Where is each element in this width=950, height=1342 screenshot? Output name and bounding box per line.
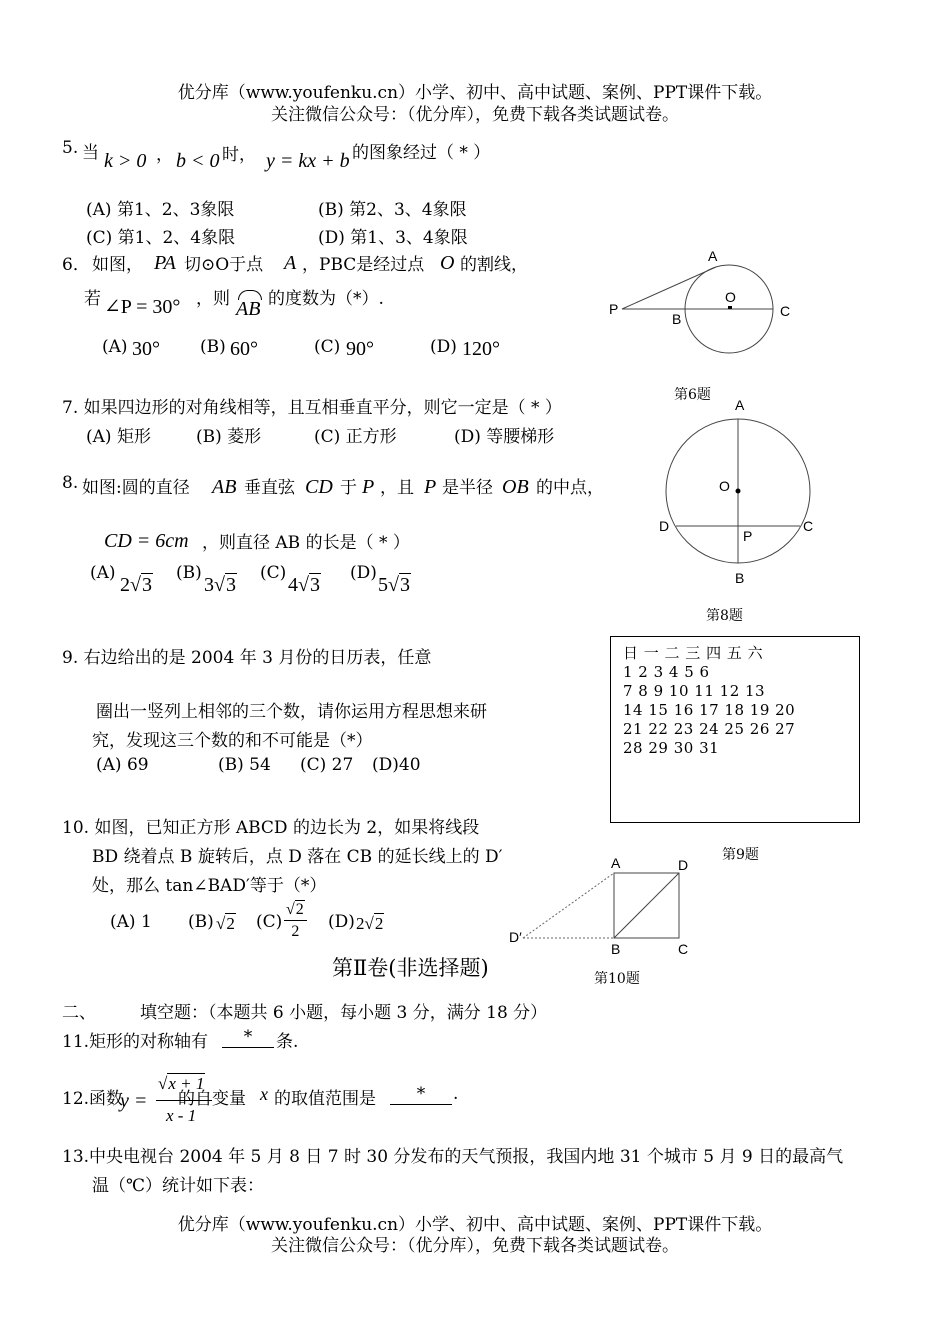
fig8-label-c: C xyxy=(803,518,814,534)
fig6-label-c: C xyxy=(780,303,791,319)
q12-y: y = xyxy=(120,1090,148,1112)
q6-option-d-value: 120° xyxy=(462,338,500,360)
q10-option-c-label: (C) xyxy=(256,912,283,932)
q8-ob: OB xyxy=(502,476,529,498)
figure-6 xyxy=(600,240,800,380)
q8-option-b-label: (B) xyxy=(176,563,202,583)
fig10-label-d: D xyxy=(678,857,689,873)
fig8-label-o: O xyxy=(719,478,730,494)
q6-arc xyxy=(236,298,260,321)
q6-option-b-label: (B) xyxy=(200,337,226,357)
q6-option-c-value: 90° xyxy=(346,338,374,360)
q12-text-3: 的取值范围是 xyxy=(274,1089,376,1109)
q10-option-b-value: √2 xyxy=(216,914,235,933)
q6-text-1: 如图， xyxy=(92,255,143,275)
q8-option-b-value: 3√3 xyxy=(204,574,236,596)
fig10-label-a: A xyxy=(611,855,621,871)
q8-option-a-value: 2√3 xyxy=(120,574,152,596)
q6-o: O xyxy=(440,252,455,274)
calendar-row-weekdays: 日 一 二 三 四 五 六 xyxy=(623,644,764,662)
q7-text: 7. 如果四边形的对角线相等，且互相垂直平分，则它一定是（ * ） xyxy=(62,398,562,418)
q11-text-2: 条. xyxy=(276,1032,299,1052)
calendar-row-2: 7 8 9 10 11 12 13 xyxy=(623,682,766,700)
q12-text-2: 的自变量 xyxy=(178,1089,246,1109)
q8-ab: AB xyxy=(212,476,237,498)
q10-option-d-label: (D) xyxy=(328,912,355,932)
calendar-row-4: 21 22 23 24 25 26 27 xyxy=(623,720,796,738)
q7-option-c: (C) 正方形 xyxy=(314,427,397,447)
fig10-label-c: C xyxy=(678,941,689,957)
q8-text-3: 于 xyxy=(340,478,357,498)
q12-text-4: . xyxy=(453,1084,459,1104)
fig6-caption: 第6题 xyxy=(674,387,711,403)
q8-option-c-label: (C) xyxy=(260,563,287,583)
q6-text-4: 的割线， xyxy=(460,255,528,275)
fig8-label-a: A xyxy=(735,397,745,413)
q7-option-b: (B) 菱形 xyxy=(196,427,262,447)
fig6-label-a: A xyxy=(708,248,718,264)
figure-8 xyxy=(660,410,820,575)
q5-condition-b: b < 0 xyxy=(176,150,220,172)
footer-line-1: 优分库（www.youfenku.cn）小学、初中、高中试题、案例、PPT课件下载。 xyxy=(177,1215,773,1235)
q5-text-2: 时， xyxy=(222,145,256,165)
section-2-heading: 填空题：（本题共 6 小题，每小题 3 分，满分 18 分） xyxy=(140,1003,548,1023)
header-line-1: 优分库（www.youfenku.cn）小学、初中、高中试题、案例、PPT课件下载。 xyxy=(177,83,773,103)
q8-number: 8. xyxy=(62,473,79,493)
calendar-row-5: 28 29 30 31 xyxy=(623,739,720,757)
q6-option-a-label: (A) xyxy=(102,337,128,357)
q8-option-c-value: 4√3 xyxy=(288,574,320,596)
q12-fraction-denominator: x - 1 xyxy=(166,1106,197,1125)
q6-option-b-value: 60° xyxy=(230,338,258,360)
q6-pa: PA xyxy=(154,252,176,274)
q12-text-1: 12.函数 xyxy=(62,1089,124,1109)
q9-option-d: (D)40 xyxy=(372,755,421,775)
q8-cd-equation: CD = 6cm xyxy=(104,530,189,552)
q10-line-3: 处，那么 tan∠BAD′等于（*） xyxy=(92,876,327,896)
q9-option-a: (A) 69 xyxy=(96,755,149,775)
q7-option-a: (A) 矩形 xyxy=(86,427,151,447)
q6-angle: ∠P = 30° xyxy=(104,296,181,318)
q6-a: A xyxy=(284,252,297,274)
fig8-caption: 第8题 xyxy=(706,608,743,624)
q8-p: P xyxy=(362,476,375,498)
q10-line-1: 10. 如图，已知正方形 ABCD 的边长为 2，如果将线段 xyxy=(62,818,480,838)
q10-option-c-value: $\frac{√2}{2}$ xyxy=(284,900,307,943)
q8-text-1: 如图:圆的直径 xyxy=(82,478,190,498)
q8-p2: P xyxy=(424,476,437,498)
footer-line-2: 关注微信公众号：（优分库），免费下载各类试题试卷。 xyxy=(271,1236,679,1256)
fig8-label-d: D xyxy=(659,518,670,534)
header-line-2: 关注微信公众号：（优分库），免费下载各类试题试卷。 xyxy=(271,105,679,125)
q8-option-d-label: (D) xyxy=(350,563,377,583)
q5-text-3: 的图象经过（ * ） xyxy=(352,143,491,163)
q8-text-5: 是半径 xyxy=(442,478,493,498)
q8-option-a-label: (A) xyxy=(90,563,116,583)
q10-option-a: (A) 1 xyxy=(110,912,152,932)
section-2-heading-number: 二、 xyxy=(62,1003,96,1023)
fig10-label-d-prime: D′ xyxy=(509,929,522,945)
q9-line-2: 圈出一竖列上相邻的三个数，请你运用方程思想来研 xyxy=(96,702,487,722)
figure-10 xyxy=(520,860,700,950)
q6-option-d-label: (D) xyxy=(430,337,457,357)
calendar-row-1: 1 2 3 4 5 6 xyxy=(623,663,710,681)
q9-option-b: (B) 54 xyxy=(218,755,271,775)
q8-option-d-value: 5√3 xyxy=(378,574,410,596)
q11-text-1: 11.矩形的对称轴有 xyxy=(62,1032,209,1052)
q8-text-6: 的中点， xyxy=(536,478,604,498)
fig10-label-b: B xyxy=(611,941,621,957)
q5-sep: ， xyxy=(156,145,173,165)
q5-option-b: (B) 第2、3、4象限 xyxy=(318,200,467,220)
q5-text-1: 当 xyxy=(82,143,99,163)
q6-text-6: ，则 xyxy=(196,289,230,309)
q9-option-c: (C) 27 xyxy=(300,755,354,775)
q5-option-d: (D) 第1、3、4象限 xyxy=(318,228,468,248)
fig6-label-b: B xyxy=(672,311,682,327)
q6-arc-label: AB xyxy=(236,298,261,320)
q5-number: 5. xyxy=(62,138,79,158)
q10-option-b-label: (B) xyxy=(188,912,214,932)
q6-text-2: 切⊙O于点 xyxy=(184,255,264,275)
q6-text-5: 若 xyxy=(84,289,101,309)
q8-text-4: ，且 xyxy=(380,478,414,498)
q12-x: x xyxy=(260,1084,268,1104)
fig6-label-o: O xyxy=(725,289,736,305)
q10-option-d-value: 2√2 xyxy=(356,914,384,933)
q8-text-2: 垂直弦 xyxy=(244,478,295,498)
q5-condition-k: k > 0 xyxy=(104,150,147,172)
q5-function: y = kx + b xyxy=(266,150,350,172)
q8-text-7: ，则直径 AB 的长是（ * ） xyxy=(202,533,410,553)
fig8-label-b: B xyxy=(735,570,745,586)
fig6-label-p: P xyxy=(609,301,619,317)
q6-option-c-label: (C) xyxy=(314,337,341,357)
fig9-caption: 第9题 xyxy=(722,847,759,863)
q5-option-c: (C) 第1、2、4象限 xyxy=(86,228,236,248)
section-2-title: 第Ⅱ卷(非选择题) xyxy=(332,956,489,980)
q13-line-1: 13.中央电视台 2004 年 5 月 8 日 7 时 30 分发布的天气预报，我国内地 31 个城市 5 月 9 日的最高气 xyxy=(62,1147,844,1167)
q6-text-7: 的度数为（*）. xyxy=(268,289,384,309)
q12-fraction-numerator: √x + 1 xyxy=(158,1074,205,1093)
fig8-label-p: P xyxy=(743,528,753,544)
q6-text-3: ，PBC是经过点 xyxy=(302,255,425,275)
q5-option-a: (A) 第1、2、3象限 xyxy=(86,200,235,220)
q10-line-2: BD 绕着点 B 旋转后，点 D 落在 CB 的延长线上的 D′ xyxy=(92,847,503,867)
arc-icon xyxy=(238,290,262,300)
q7-option-d: (D) 等腰梯形 xyxy=(454,427,555,447)
fig10-caption: 第10题 xyxy=(594,971,640,987)
q6-number: 6． xyxy=(62,255,90,275)
q8-cd: CD xyxy=(305,476,333,498)
q6-option-a-value: 30° xyxy=(132,338,160,360)
q11-blank: * xyxy=(222,1027,274,1048)
q12-blank: * xyxy=(390,1084,452,1105)
calendar-row-3: 14 15 16 17 18 19 20 xyxy=(623,701,796,719)
q9-line-1: 9. 右边给出的是 2004 年 3 月份的日历表，任意 xyxy=(62,648,432,668)
q9-line-3: 究，发现这三个数的和不可能是（*） xyxy=(92,731,373,751)
q13-line-2: 温（℃）统计如下表： xyxy=(92,1176,265,1196)
